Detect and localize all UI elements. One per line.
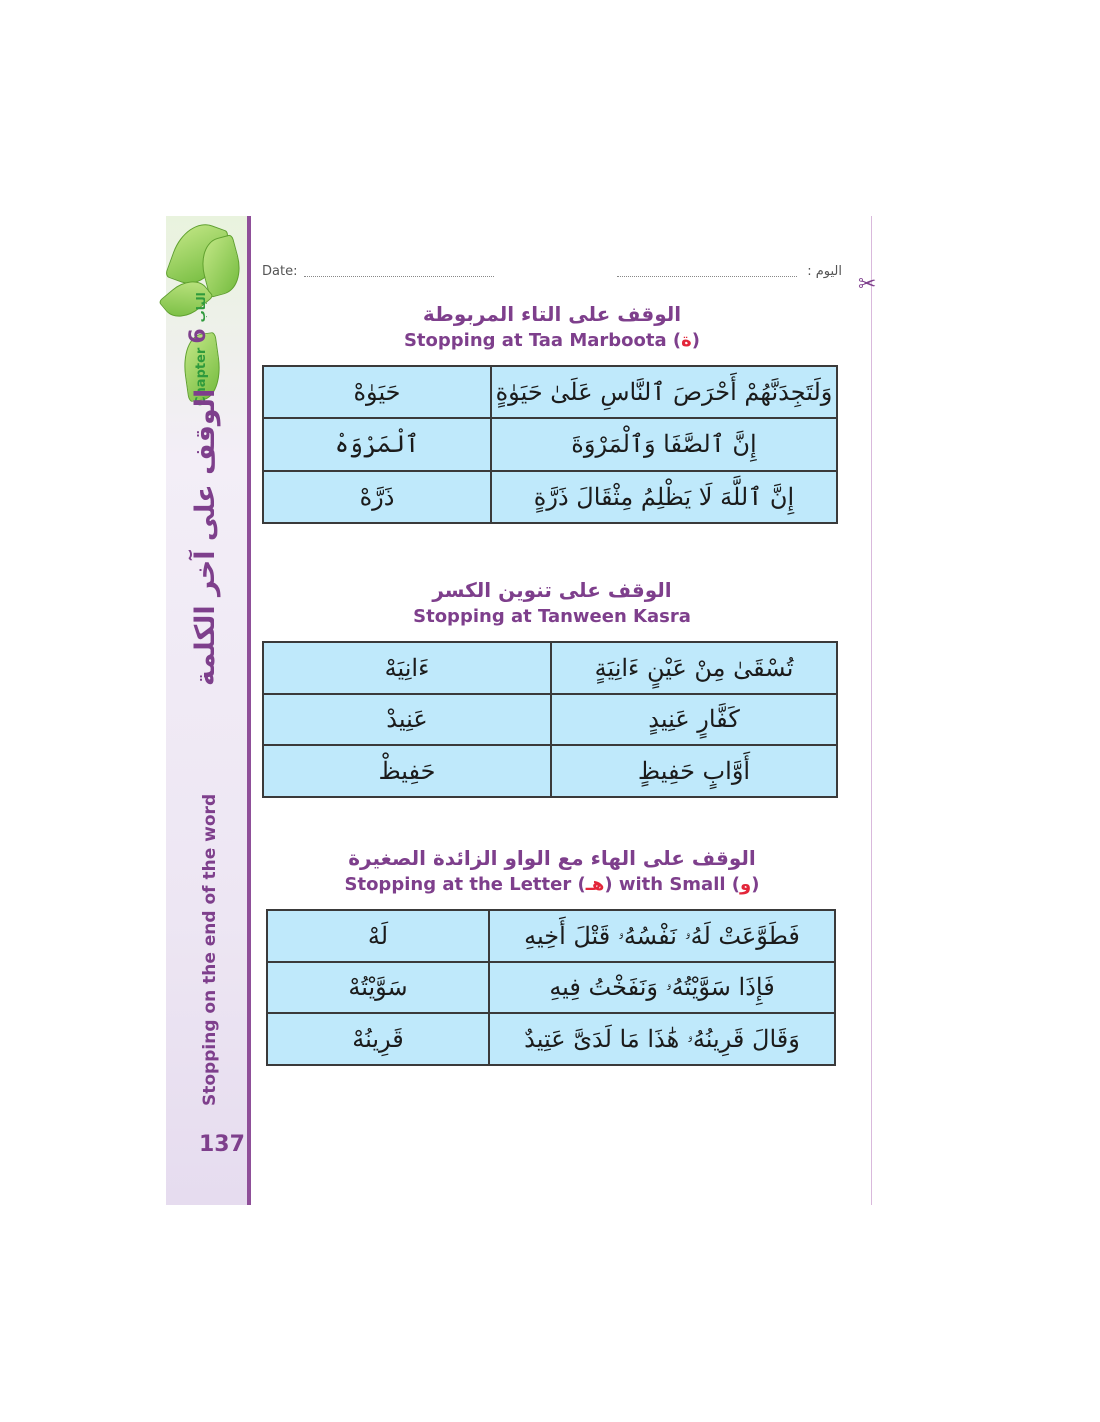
phrase-cell: إِنَّ ٱللَّهَ لَا يَظْلِمُ مِثْقَالَ ذَرَّةٍ [491, 471, 837, 523]
side-title-arabic: الوقف على آخر الكلمة [190, 388, 221, 686]
date-header [262, 264, 842, 284]
word-table [262, 641, 838, 798]
stop-word-cell: لَهْ [267, 910, 489, 962]
day-label: اليوم : [807, 264, 842, 279]
phrase-cell: إِنَّ ٱلصَّفَا وَٱلْمَرْوَةَ [491, 418, 837, 470]
stop-word-cell: قَرِينُهْ [267, 1013, 489, 1065]
stop-word-cell: سَوَّيْتُهْ [267, 962, 489, 1014]
margin-divider [247, 216, 251, 1205]
section-title-english: Stopping at Tanween Kasra [413, 606, 691, 627]
stop-word-cell: عَنِيدْ [263, 694, 551, 746]
chapter-word: Chapter [194, 347, 209, 406]
day-line [617, 276, 797, 277]
table-row [267, 1013, 835, 1065]
stop-word-cell: ءَانِيَهْ [263, 642, 551, 694]
table-row [267, 962, 835, 1014]
workbook-page [166, 216, 934, 1205]
phrase-cell: أَوَّابٍ حَفِيظٍ [551, 745, 837, 797]
stop-word-cell: حَفِيظْ [263, 745, 551, 797]
phrase-cell: كَفَّارٍ عَنِيدٍ [551, 694, 837, 746]
stop-word-cell: ٱلْمَرْوَهْ [263, 418, 491, 470]
table-row [263, 745, 837, 797]
phrase-cell: وَقَالَ قَرِينُهُۥ هَٰذَا مَا لَدَىَّ عَتِيدٌ [489, 1013, 835, 1065]
scissor-icon: ✂ [858, 272, 877, 297]
date-line [304, 276, 494, 277]
title-symbol: هـ [585, 874, 605, 895]
title-text: Stopping at Taa Marboota ( [403, 330, 682, 351]
date-label: Date: [262, 264, 298, 279]
table-row [263, 366, 837, 418]
chapter-arabic: الباب [194, 292, 208, 323]
table-row [263, 471, 837, 523]
chapter-number: 6 [186, 328, 211, 344]
section-title-english [262, 328, 842, 354]
table-row [263, 418, 837, 470]
section-title [262, 844, 842, 898]
word-table [266, 909, 836, 1066]
section-title-english [262, 872, 842, 898]
section-title-arabic: الوقف على التاء المربوطة [422, 302, 682, 326]
side-title-english: Stopping on the end of the word [200, 793, 220, 1106]
table-row [263, 642, 837, 694]
page-number: 137 [199, 1132, 245, 1157]
title-text: ) with Small ( [604, 874, 741, 895]
title-symbol: ة [681, 330, 692, 351]
stop-word-cell: حَيَوٰهْ [263, 366, 491, 418]
phrase-cell: تُسْقَىٰ مِنْ عَيْنٍ ءَانِيَةٍ [551, 642, 837, 694]
page-edge-line [871, 216, 872, 1205]
word-table [262, 365, 838, 524]
section-title [262, 300, 842, 354]
title-text: Stopping at the Letter ( [344, 874, 586, 895]
title-text: ) [691, 330, 701, 351]
table-row [267, 910, 835, 962]
section-title [262, 576, 842, 630]
phrase-cell: فَإِذَا سَوَّيْتُهُۥ وَنَفَخْتُ فِيهِ [489, 962, 835, 1014]
table-row [263, 694, 837, 746]
phrase-cell: وَلَتَجِدَنَّهُمْ أَحْرَصَ ٱلنَّاسِ عَلَىٰ حَيَوٰةٍ [491, 366, 837, 418]
section-title-arabic: الوقف على تنوين الكسر [432, 578, 672, 602]
phrase-cell: فَطَوَّعَتْ لَهُۥ نَفْسُهُۥ قَتْلَ أَخِيهِ [489, 910, 835, 962]
section-title-arabic: الوقف على الهاء مع الواو الزائدة الصغيرة [348, 846, 756, 870]
stop-word-cell: ذَرَّهْ [263, 471, 491, 523]
title-text: ) [751, 874, 760, 895]
title-symbol: و [740, 874, 752, 895]
